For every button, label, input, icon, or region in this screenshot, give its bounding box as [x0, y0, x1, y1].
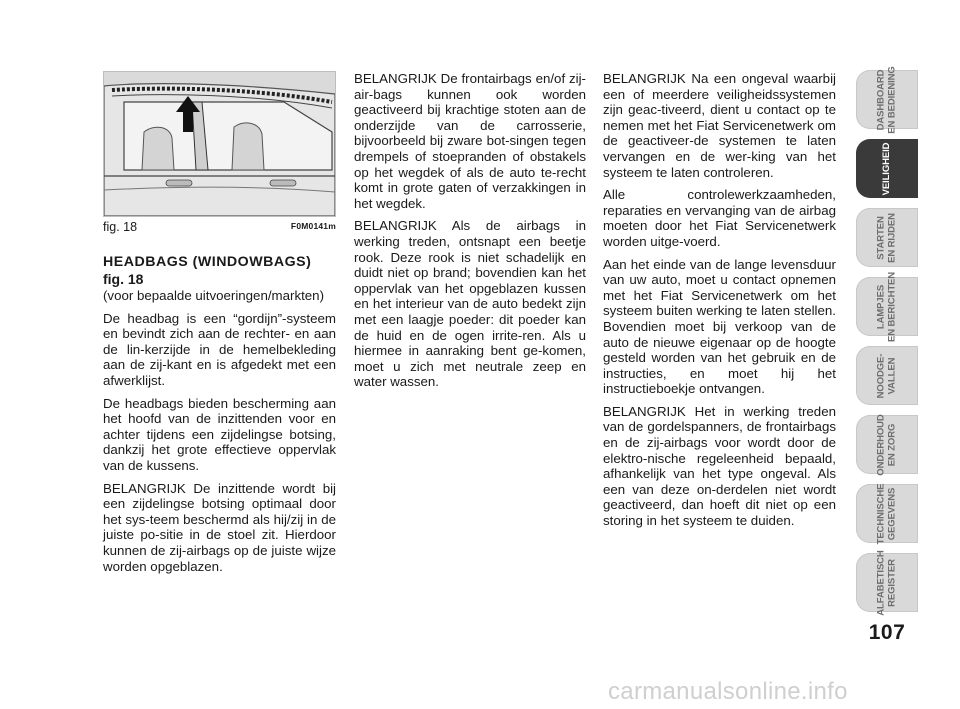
text-column-3 — [603, 71, 836, 536]
car-side-window-illustration — [104, 72, 335, 216]
tab-onderhoud[interactable] — [856, 415, 918, 474]
tab-label-line: EN BERICHTEN — [886, 271, 897, 342]
tab-label-line: ONDERHOUD — [875, 413, 887, 476]
paragraph: Aan het einde van de lange levensduur van uw auto, moet u contact opnemen met het Fiat Servicenetwerk om het systeem buiten werking te laten stellen. Bovendien moet bij verkoop van de auto de nieuwe eigenaar op de hoogte gesteld worden van het gebruik en de instructies, en moet hij het instructieboekje ontvangen. — [603, 256, 836, 397]
text-column-2 — [354, 71, 586, 397]
figure-label: fig. 18 — [103, 220, 138, 234]
tab-dashboard[interactable] — [856, 65, 918, 134]
paragraph: BELANGRIJK De frontairbags en/of zij-air-bags kunnen ook worden geactiveerd bij krachtige stoten aan de onderzijde van de carrosserie, bijvoorbeeld bij zware bot-singen tegen drempels of stoepranden of obstakels op het wegdek of als de auto te-recht komt in grote gaten of verzakkingen in het wegdek. — [354, 71, 586, 211]
tab-label-line: EN BEDIENING — [886, 65, 897, 134]
tab-label-line: GEGEVENS — [886, 487, 897, 540]
watermark: carmanualsonline.info — [608, 678, 848, 705]
tab-label-line: EN ZORG — [886, 423, 897, 466]
paragraph: De headbag is een “gordijn”-systeem en bevindt zich aan de rechter- en aan de lin-kerzijde in de hemelbekleding aan de zij-kant en is afgedekt met een afwerklijst. — [103, 310, 336, 388]
tab-label-line: STARTEN — [875, 215, 887, 260]
section-title: HEADBAGS (WINDOWBAGS) — [103, 254, 312, 270]
tab-lampjes[interactable] — [856, 271, 918, 342]
tab-label-line: VALLEN — [886, 357, 897, 394]
tab-label-line: ALFABETISCH — [875, 549, 887, 616]
figure-illustration — [103, 71, 336, 217]
paragraph: De headbags bieden bescherming aan het hoofd van de inzittenden voor en achter tijdens een zijdelingse botsing, dankzij het grote effectieve oppervlak van de kussens. — [103, 395, 336, 473]
paragraph: BELANGRIJK Het in werking treden van de gordelspanners, de frontairbags en de zij-airbags voor wordt door de elektro-nische regeleenheid bepaald, afhankelijk van het type ongeval. Als een van deze on-derdelen niet wordt geactiveerd, dan hoeft dit niet op een storing in het systeem te duiden. — [603, 403, 836, 529]
tab-technische-gegevens[interactable] — [856, 484, 918, 543]
tab-label-line: DASHBOARD — [875, 69, 887, 130]
tab-label-line: EN RIJDEN — [886, 212, 897, 263]
paragraph: Alle controlewerkzaamheden, reparaties en vervanging van de airbag moeten door het Fiat Servicenetwerk worden uitge-voerd. — [603, 187, 836, 249]
tab-starten[interactable] — [856, 208, 918, 267]
section-figure-ref: fig. 18 — [103, 271, 144, 287]
figure-code: F0M0141m — [290, 221, 336, 231]
text-column-1 — [103, 254, 336, 581]
tab-alfabetisch-register[interactable] — [856, 549, 918, 616]
section-note: (voor bepaalde uitvoeringen/markten) — [103, 288, 325, 303]
paragraph: BELANGRIJK Na een ongeval waarbij een of meerdere veiligheidssystemen zijn geac-tiveerd, dient u contact op te nemen met het Fiat Servicenetwerk om de geactiveer-de systemen te laten vervangen en de wer-king van het systeem te laten controleren. — [603, 71, 836, 180]
tab-noodgevallen[interactable] — [856, 346, 918, 405]
tab-label-line: NOODGE- — [875, 353, 887, 398]
figure-caption — [103, 220, 336, 236]
paragraph: BELANGRIJK Als de airbags in werking treden, ontsnapt een beetje rook. Deze rook is niet schadelijk en duidt niet op brand; bovendien kan het oppervlak van het opgeblazen kussen en het interieur van de auto bedekt zijn met een laagje poeder: dit poeder kan de huid en de ogen irrite-ren. Als u hiermee in aanraking bent ge-komen, moet u zich met neutrale zeep en water wassen. — [354, 218, 586, 390]
tab-label-line: TECHNISCHE — [875, 483, 887, 544]
tab-label-line: LAMPJES — [875, 284, 887, 329]
tab-veiligheid[interactable] — [856, 139, 918, 198]
tab-label-line: VEILIGHEID — [880, 142, 892, 195]
tab-label-line: REGISTER — [886, 558, 897, 607]
paragraph: BELANGRIJK De inzittende wordt bij een zijdelingse botsing optimaal door het sys-teem beschermd als hij/zij in de juiste po-sitie in de stoel zit. Hierdoor kunnen de zij-airbags op de juiste wijze worden opgeblazen. — [103, 480, 336, 574]
page-number: 107 — [868, 621, 906, 644]
